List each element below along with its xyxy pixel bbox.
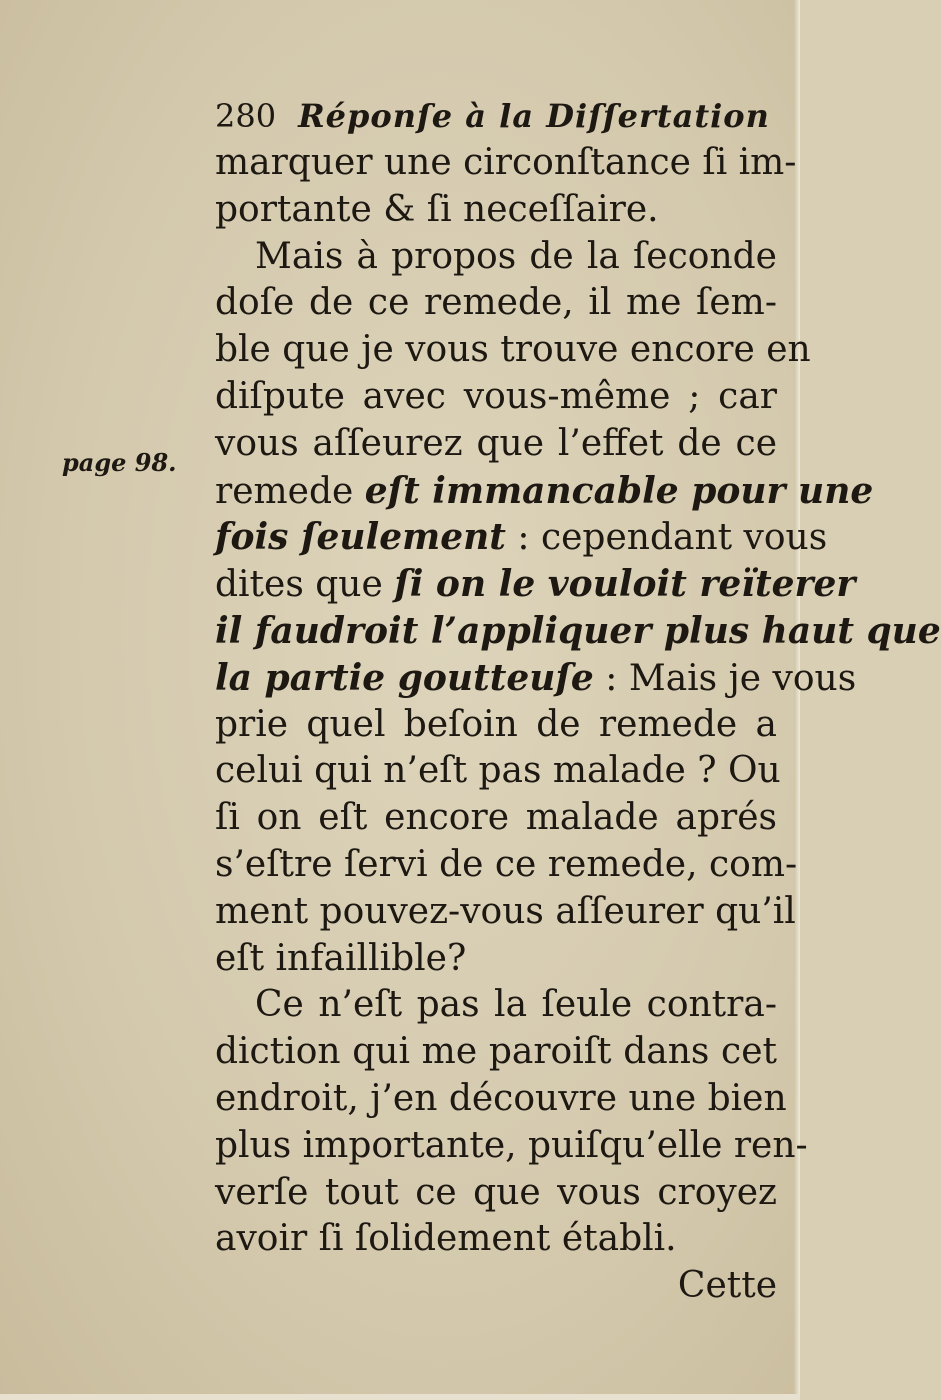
text-line xyxy=(215,1170,777,1217)
text-line xyxy=(215,608,941,655)
text-segment: remede xyxy=(215,470,365,512)
page-number: 280 xyxy=(215,97,277,135)
italic-quote: eſt immancable pour une xyxy=(364,469,874,512)
text-line xyxy=(215,140,797,187)
text-segment: plus importante, puiſqu’elle ren- xyxy=(215,1124,808,1166)
text-line xyxy=(215,327,811,374)
text-line xyxy=(215,1076,787,1123)
text-line xyxy=(215,421,777,468)
text-line xyxy=(215,655,857,702)
text-line xyxy=(215,982,777,1029)
margin-note: page 98. xyxy=(62,448,177,477)
text-segment: doſe de ce remede, il me ſem- xyxy=(215,282,777,324)
text-line xyxy=(215,1216,777,1263)
text-segment: endroit, j’en découvre une bien xyxy=(215,1077,787,1119)
text-line xyxy=(215,374,777,421)
page-edge-bottom xyxy=(0,1394,800,1400)
body-text xyxy=(215,140,941,1310)
text-segment: prie quel beſoin de remede a xyxy=(215,703,777,745)
text-line xyxy=(215,842,798,889)
text-segment: Cette xyxy=(677,1265,777,1307)
text-line xyxy=(215,936,777,983)
text-line xyxy=(215,1029,777,1076)
running-title: Réponſe à la Diſſertation xyxy=(298,97,770,135)
text-segment: : cependant vous xyxy=(505,517,828,559)
text-segment: verſe tout ce que vous croyez xyxy=(215,1171,777,1213)
text-segment: portante & ſi neceſſaire. xyxy=(215,188,659,230)
italic-quote: fois ſeulement xyxy=(215,516,506,559)
text-segment: celui qui n’eſt pas malade ? Ou xyxy=(215,750,781,792)
text-segment: Mais à propos de la ſeconde xyxy=(255,235,777,277)
text-line xyxy=(215,514,828,561)
text-segment: dites que xyxy=(215,564,395,606)
text-segment: ble que je vous trouve encore en xyxy=(215,329,811,371)
text-line xyxy=(215,702,777,749)
text-line xyxy=(215,748,781,795)
text-segment: eſt infaillible? xyxy=(215,937,467,979)
text-segment: vous aſſeurez que l’effet de ce xyxy=(215,422,777,464)
text-line xyxy=(215,795,777,842)
text-line xyxy=(215,889,796,936)
text-segment: ment pouvez-vous aſſeurer qu’il xyxy=(215,890,796,932)
italic-quote: il faudroit l’appliquer plus haut que xyxy=(215,609,941,652)
italic-quote: ſi on le vouloit reïterer xyxy=(394,563,856,606)
text-line xyxy=(215,561,856,608)
text-line xyxy=(215,280,777,327)
text-segment: ſi on eſt encore malade aprés xyxy=(215,797,777,839)
text-segment: diſpute avec vous-même ; car xyxy=(215,375,777,417)
text-segment: : Mais je vous xyxy=(593,657,857,699)
text-segment: Ce n’eſt pas la ſeule contra- xyxy=(255,984,777,1026)
page-edge-right xyxy=(794,0,800,1400)
text-segment: diction qui me paroiſt dans cet xyxy=(215,1031,777,1073)
text-segment: s’eſtre ſervi de ce remede, com- xyxy=(215,843,798,885)
text-segment: marquer une circonſtance ſi im- xyxy=(215,142,797,183)
text-line xyxy=(215,468,874,515)
text-line xyxy=(215,1263,777,1310)
text-segment: avoir ſi ſolidement établi. xyxy=(215,1218,677,1260)
running-header xyxy=(215,92,785,140)
text-line xyxy=(215,187,777,234)
italic-quote: la partie goutteuſe xyxy=(215,656,594,699)
text-line xyxy=(215,1123,808,1170)
text-line xyxy=(215,234,777,281)
